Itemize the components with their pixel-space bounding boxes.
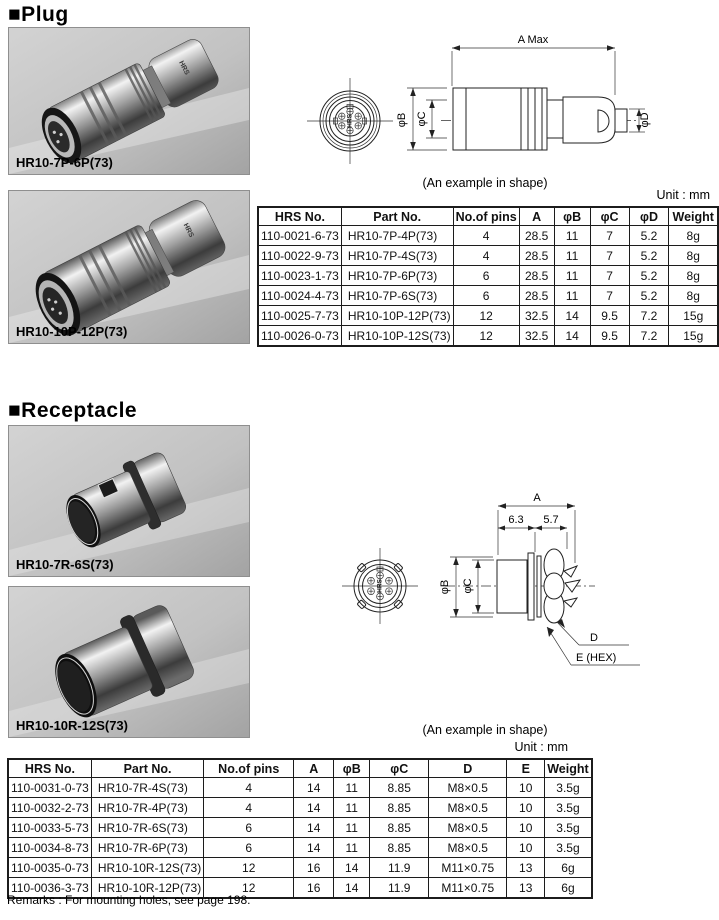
table-row	[258, 286, 718, 306]
dim-label-phi-c: φC	[416, 111, 428, 127]
photo-caption: HR10-7R-6S(73)	[16, 557, 114, 572]
table-cell: 3.5g	[545, 818, 592, 838]
table-cell: HR10-10P-12P(73)	[341, 306, 453, 326]
table-cell: 7	[590, 286, 629, 306]
receptacle-table-wrap	[7, 758, 593, 899]
column-header: Weight	[545, 759, 592, 778]
plug-table-header-row	[258, 207, 718, 226]
table-cell: 110-0033-5-73	[8, 818, 91, 838]
table-cell: 5.2	[629, 226, 669, 246]
column-header: No.of pins	[453, 207, 519, 226]
table-cell: HR10-7P-4S(73)	[341, 246, 453, 266]
table-cell: HR10-10P-12S(73)	[341, 326, 453, 347]
table-cell: 28.5	[519, 286, 554, 306]
table-cell: 6	[204, 838, 294, 858]
table-cell: 8g	[669, 246, 718, 266]
table-cell: 11	[554, 246, 590, 266]
plug-side-view	[396, 34, 651, 150]
column-header: Weight	[669, 207, 718, 226]
table-cell: 11	[554, 266, 590, 286]
table-cell: 7.2	[629, 306, 669, 326]
table-cell: 9.5	[590, 326, 629, 347]
table-cell: 14	[294, 818, 334, 838]
table-cell: HR10-10R-12P(73)	[91, 878, 203, 899]
table-cell: 3.5g	[545, 778, 592, 798]
table-cell: HR10-10R-12S(73)	[91, 858, 203, 878]
receptacle-section-heading: ■Receptacle	[8, 399, 138, 422]
table-cell: 10	[507, 838, 545, 858]
table-row	[8, 778, 592, 798]
table-cell: M8×0.5	[429, 798, 507, 818]
dim-label-63: 6.3	[508, 514, 524, 526]
column-header: E	[507, 759, 545, 778]
table-cell: 8g	[669, 266, 718, 286]
table-cell: 110-0022-9-73	[258, 246, 341, 266]
table-cell: 7	[590, 266, 629, 286]
table-cell: 7.2	[629, 326, 669, 347]
column-header: HRS No.	[258, 207, 341, 226]
plug-section-heading: ■Plug	[8, 3, 69, 26]
table-cell: M11×0.75	[429, 858, 507, 878]
dim-label-phi-d: φD	[639, 112, 651, 128]
dim-label-a: A	[533, 492, 541, 504]
table-cell: HR10-7P-6P(73)	[341, 266, 453, 286]
table-cell: 6g	[545, 878, 592, 899]
table-cell: 8.85	[370, 838, 429, 858]
dim-label-phi-c: φC	[462, 578, 474, 594]
table-cell: 14	[334, 858, 370, 878]
dim-label-phi-b: φB	[439, 579, 451, 595]
table-cell: 6g	[545, 858, 592, 878]
table-cell: 28.5	[519, 246, 554, 266]
table-cell: 28.5	[519, 266, 554, 286]
photo-caption: HR10-10P-12P(73)	[16, 324, 128, 339]
table-cell: 14	[294, 838, 334, 858]
receptacle-side-view	[439, 492, 640, 665]
table-cell: 14	[334, 878, 370, 899]
table-cell: 11	[334, 838, 370, 858]
table-cell: 110-0035-0-73	[8, 858, 91, 878]
receptacle-front-view	[342, 548, 418, 624]
table-cell: 12	[204, 858, 294, 878]
table-cell: HR10-7P-6S(73)	[341, 286, 453, 306]
table-cell: 8.85	[370, 798, 429, 818]
table-row	[258, 246, 718, 266]
column-header: φB	[334, 759, 370, 778]
receptacle-photo-hr10-10r	[8, 586, 250, 738]
receptacle-example-caption: (An example in shape)	[422, 723, 548, 737]
dim-label-57: 5.7	[543, 514, 559, 526]
table-row	[8, 838, 592, 858]
table-cell: 28.5	[519, 226, 554, 246]
table-cell: 5.2	[629, 246, 669, 266]
hrs-logo-mark: HRS	[376, 579, 384, 593]
column-header: φC	[590, 207, 629, 226]
photo-caption: HR10-7P-6P(73)	[16, 155, 113, 170]
receptacle-photo-hr10-7r	[8, 425, 250, 577]
table-cell: 4	[453, 226, 519, 246]
table-cell: 6	[453, 266, 519, 286]
table-cell: HR10-7P-4P(73)	[341, 226, 453, 246]
photo-caption: HR10-10R-12S(73)	[16, 718, 128, 733]
table-cell: 7	[590, 246, 629, 266]
table-cell: 10	[507, 818, 545, 838]
table-cell: 14	[554, 306, 590, 326]
table-cell: 11	[554, 286, 590, 306]
table-cell: 8.85	[370, 818, 429, 838]
plug-example-caption: (An example in shape)	[422, 176, 548, 190]
table-cell: 11	[554, 226, 590, 246]
table-cell: 110-0032-2-73	[8, 798, 91, 818]
table-cell: 4	[453, 246, 519, 266]
table-cell: 110-0034-8-73	[8, 838, 91, 858]
table-cell: 8g	[669, 226, 718, 246]
dim-label-a-max: A Max	[517, 34, 549, 46]
table-cell: 7	[590, 226, 629, 246]
table-cell: HR10-7R-6S(73)	[91, 818, 203, 838]
table-cell: M8×0.5	[429, 818, 507, 838]
table-cell: 3.5g	[545, 798, 592, 818]
table-cell: 110-0036-3-73	[8, 878, 91, 899]
column-header: φC	[370, 759, 429, 778]
table-cell: 13	[507, 878, 545, 899]
table-cell: 11.9	[370, 858, 429, 878]
table-cell: 13	[507, 858, 545, 878]
table-cell: 8.85	[370, 778, 429, 798]
dim-label-d: D	[590, 632, 598, 644]
table-cell: 4	[204, 798, 294, 818]
table-cell: 16	[294, 858, 334, 878]
receptacle-dimension-drawing	[295, 455, 719, 715]
table-cell: 110-0021-6-73	[258, 226, 341, 246]
table-cell: 14	[294, 778, 334, 798]
table-cell: 11.9	[370, 878, 429, 899]
hrs-logo-mark: HRS	[346, 114, 354, 128]
table-cell: 11	[334, 798, 370, 818]
column-header: A	[294, 759, 334, 778]
column-header: No.of pins	[204, 759, 294, 778]
plug-front-view	[307, 78, 393, 164]
column-header: A	[519, 207, 554, 226]
table-cell: 16	[294, 878, 334, 899]
plug-photo-image	[9, 191, 249, 343]
column-header: D	[429, 759, 507, 778]
table-cell: 32.5	[519, 326, 554, 347]
column-header: Part No.	[91, 759, 203, 778]
table-cell: 12	[204, 878, 294, 899]
table-cell: 10	[507, 778, 545, 798]
table-cell: 11	[334, 778, 370, 798]
table-row	[8, 818, 592, 838]
plug-dimension-drawing	[295, 25, 719, 185]
table-cell: 12	[453, 326, 519, 347]
table-cell: 8g	[669, 286, 718, 306]
table-cell: 110-0023-1-73	[258, 266, 341, 286]
table-cell: 12	[453, 306, 519, 326]
table-cell: 15g	[669, 306, 718, 326]
receptacle-spec-table	[7, 758, 593, 899]
remarks-note: Remarks : For mounting holes, see page 198.	[7, 893, 251, 907]
table-cell: 110-0031-0-73	[8, 778, 91, 798]
column-header: φB	[554, 207, 590, 226]
receptacle-photo-image	[9, 587, 249, 737]
table-cell: 110-0024-4-73	[258, 286, 341, 306]
table-row	[258, 266, 718, 286]
table-cell: 14	[294, 798, 334, 818]
table-cell: M8×0.5	[429, 778, 507, 798]
svg-text:HRS: HRS	[181, 222, 195, 239]
table-cell: 3.5g	[545, 838, 592, 858]
table-cell: 110-0025-7-73	[258, 306, 341, 326]
table-cell: 110-0026-0-73	[258, 326, 341, 347]
plug-unit-label: Unit : mm	[656, 188, 710, 202]
table-cell: HR10-7R-4S(73)	[91, 778, 203, 798]
column-header: HRS No.	[8, 759, 91, 778]
plug-photo-hr10-10p	[8, 190, 250, 344]
column-header: φD	[629, 207, 669, 226]
table-cell: M8×0.5	[429, 838, 507, 858]
table-cell: 5.2	[629, 286, 669, 306]
dim-label-e-hex: E (HEX)	[576, 652, 617, 664]
receptacle-table-header-row	[8, 759, 592, 778]
table-row	[8, 798, 592, 818]
receptacle-unit-label: Unit : mm	[514, 740, 568, 754]
table-cell: 32.5	[519, 306, 554, 326]
plug-spec-table	[257, 206, 719, 347]
table-row	[258, 306, 718, 326]
table-cell: M11×0.75	[429, 878, 507, 899]
table-cell: 15g	[669, 326, 718, 347]
table-cell: 9.5	[590, 306, 629, 326]
table-row	[8, 858, 592, 878]
table-cell: 10	[507, 798, 545, 818]
table-cell: HR10-7R-6P(73)	[91, 838, 203, 858]
table-row	[258, 326, 718, 347]
svg-text:HRS: HRS	[177, 59, 191, 77]
table-cell: 6	[453, 286, 519, 306]
table-cell: 6	[204, 818, 294, 838]
table-cell: 11	[334, 818, 370, 838]
table-row	[258, 226, 718, 246]
table-cell: 4	[204, 778, 294, 798]
plug-photo-image	[9, 28, 249, 174]
table-cell: 14	[554, 326, 590, 347]
plug-photo-hr10-7p	[8, 27, 250, 175]
column-header: Part No.	[341, 207, 453, 226]
table-cell: 5.2	[629, 266, 669, 286]
table-cell: HR10-7R-4P(73)	[91, 798, 203, 818]
plug-table-wrap	[257, 206, 719, 347]
receptacle-photo-image	[9, 426, 249, 576]
dim-label-phi-b: φB	[396, 112, 408, 128]
